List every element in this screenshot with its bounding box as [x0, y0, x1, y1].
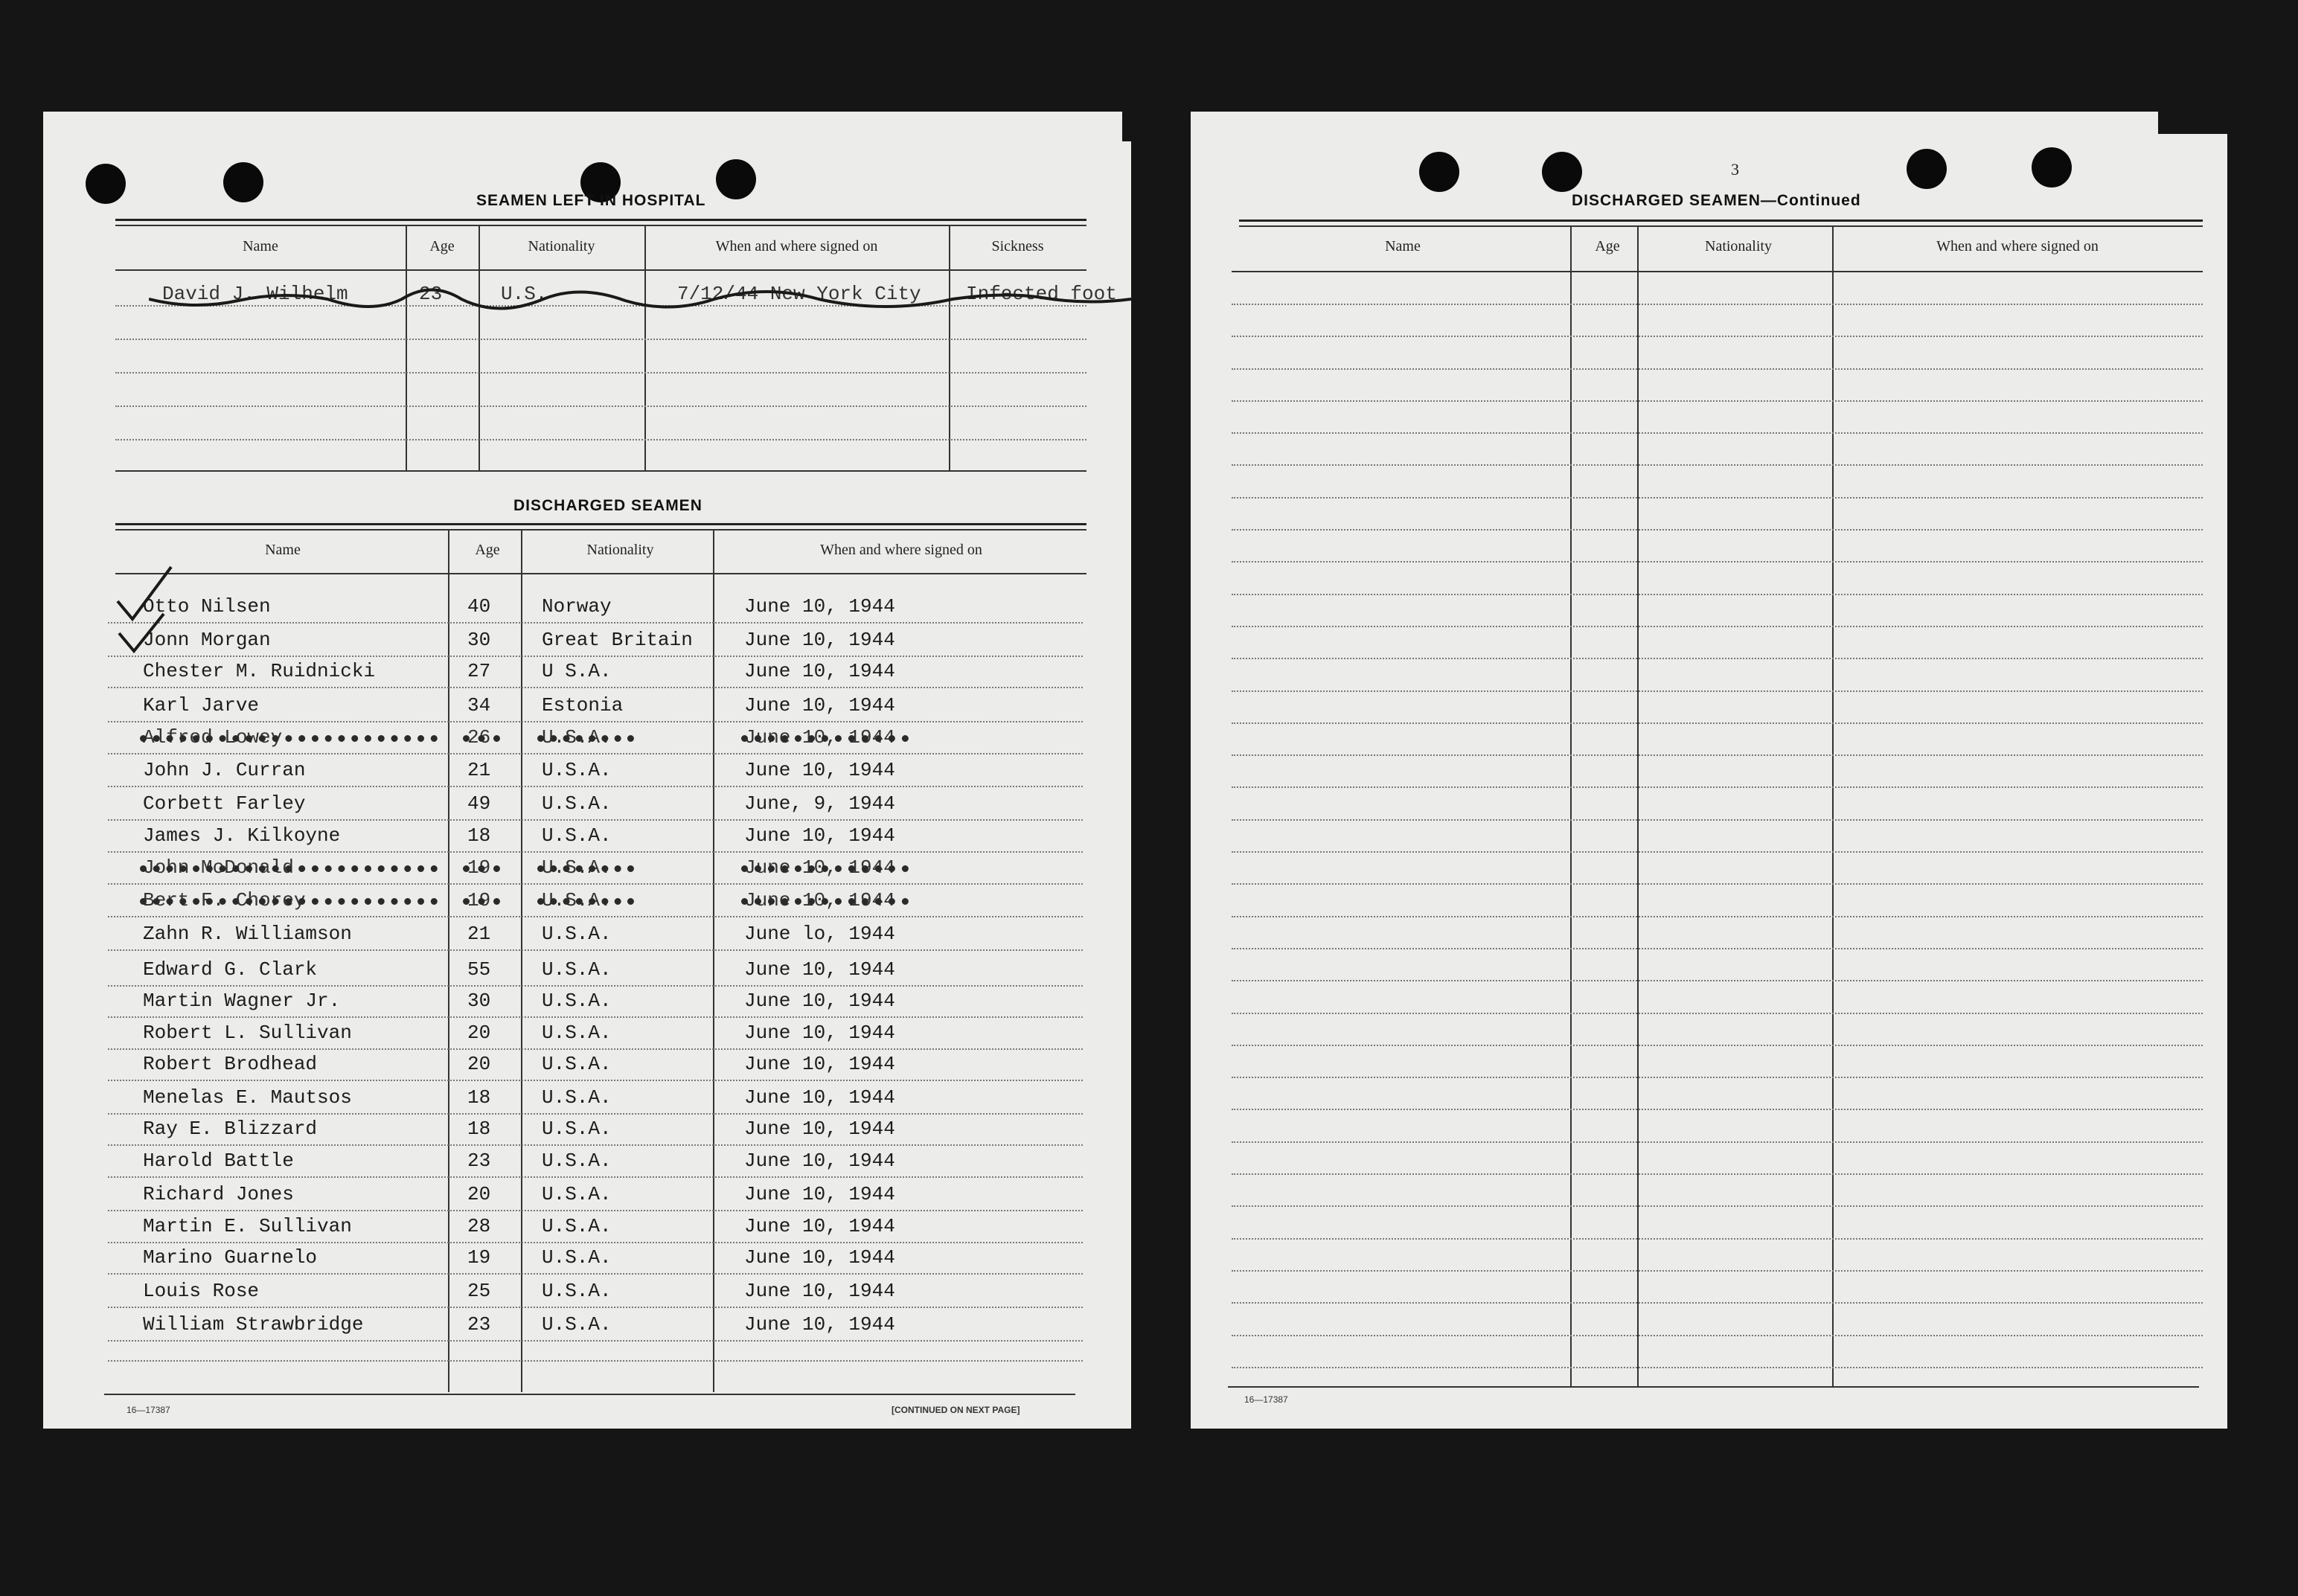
discharged-age-cell: 21	[467, 759, 491, 781]
discharged-nationality-cell: U.S.A.	[542, 1215, 612, 1237]
discharged-row-line	[108, 1113, 1083, 1115]
discharged-bottom-rule	[104, 1394, 1075, 1395]
continued-row-line	[1232, 916, 2203, 917]
right-page	[1191, 112, 2227, 1429]
page-notch-right	[2158, 112, 2231, 134]
hospital-nationality-cell: U.S.	[501, 283, 548, 305]
hospital-column-header: Nationality	[528, 238, 595, 254]
punch-hole	[1542, 152, 1582, 192]
page-notch-left	[1122, 112, 1191, 141]
left-form-code: 16—17387	[127, 1405, 170, 1415]
discharged-column-divider	[713, 529, 714, 1392]
discharged-age-cell: 21	[467, 923, 491, 945]
discharged-nationality-cell: U.S.A.	[542, 1313, 612, 1336]
discharged-section-title: DISCHARGED SEAMEN	[513, 497, 702, 514]
continued-row-line	[1232, 658, 2203, 659]
hospital-name-cell: David J. Wilhelm	[162, 283, 348, 305]
discharged-nationality-cell: Estonia	[542, 694, 624, 717]
discharged-column-divider	[448, 529, 449, 1392]
continued-note: [CONTINUED ON NEXT PAGE]	[892, 1405, 1020, 1415]
discharged-age-cell: 18	[467, 1086, 491, 1109]
hospital-header-rule	[115, 269, 1086, 271]
discharged-signed-on-cell: June 10, 1944	[744, 1215, 895, 1237]
continued-row-line	[1232, 980, 2203, 981]
discharged-signed-on-cell: June lo, 1944	[744, 923, 895, 945]
discharged-name-cell: Menelas E. Mautsos	[143, 1086, 352, 1109]
continued-row-line	[1232, 464, 2203, 466]
discharged-row-line	[108, 985, 1083, 987]
discharged-name-cell: Ray E. Blizzard	[143, 1118, 318, 1140]
discharged-age-cell: 55	[467, 958, 491, 981]
strike-out-mark	[537, 865, 634, 872]
discharged-name-cell: Otto Nilsen	[143, 595, 271, 618]
discharged-age-cell: 18	[467, 824, 491, 847]
discharged-age-cell: 18	[467, 1118, 491, 1140]
discharged-signed-on-cell: June 10, 1944	[744, 958, 895, 981]
discharged-signed-on-cell: June 10, 1944	[744, 694, 895, 717]
continued-row-line	[1232, 948, 2203, 949]
strike-out-mark	[140, 898, 438, 905]
discharged-name-cell: Edward G. Clark	[143, 958, 318, 981]
continued-section-title: DISCHARGED SEAMEN—Continued	[1572, 192, 1861, 209]
discharged-age-cell: 19	[467, 889, 491, 911]
discharged-row-line	[108, 916, 1083, 917]
hospital-row-line	[115, 439, 1086, 440]
discharged-name-cell: Chester M. Ruidnicki	[143, 660, 376, 682]
hospital-age-cell: 23	[419, 283, 443, 305]
hospital-column-divider	[644, 225, 646, 470]
discharged-name-cell: Bert F. Chorey	[143, 889, 306, 911]
discharged-age-cell: 20	[467, 1183, 491, 1205]
hospital-bottom-rule	[115, 470, 1086, 472]
continued-row-line	[1232, 432, 2203, 434]
discharged-signed-on-cell: June 10, 1944	[744, 1183, 895, 1205]
discharged-signed-on-cell: June 10, 1944	[744, 889, 895, 911]
discharged-nationality-cell: U.S.A.	[542, 1118, 612, 1140]
discharged-row-line	[108, 753, 1083, 754]
discharged-name-cell: Alfred Lowey	[143, 726, 283, 749]
continued-column-header: Age	[1595, 238, 1620, 254]
strike-out-mark	[463, 735, 500, 742]
continued-row-line	[1232, 336, 2203, 337]
discharged-nationality-cell: U.S.A.	[542, 1280, 612, 1302]
continued-row-line	[1232, 1238, 2203, 1240]
discharged-signed-on-cell: June 10, 1944	[744, 1022, 895, 1044]
discharged-nationality-cell: U.S.A.	[542, 923, 612, 945]
discharged-age-cell: 49	[467, 792, 491, 815]
discharged-row-line	[108, 851, 1083, 853]
discharged-nationality-cell: U.S.A.	[542, 1183, 612, 1205]
continued-header-rule	[1232, 271, 2203, 272]
discharged-column-header: Nationality	[586, 542, 654, 558]
discharged-signed-on-cell: June 10, 1944	[744, 1053, 895, 1075]
continued-row-line	[1232, 1302, 2203, 1304]
discharged-row-line	[108, 656, 1083, 657]
discharged-row-line	[108, 721, 1083, 722]
discharged-top-rule-2	[115, 529, 1086, 531]
discharged-column-header: When and where signed on	[820, 542, 982, 558]
discharged-signed-on-cell: June 10, 1944	[744, 726, 895, 749]
discharged-age-cell: 27	[467, 660, 491, 682]
discharged-row-line	[108, 1210, 1083, 1211]
discharged-name-cell: Martin E. Sullivan	[143, 1215, 352, 1237]
discharged-row-line	[108, 1340, 1083, 1342]
hospital-section-title: SEAMEN LEFT IN HOSPITAL	[476, 192, 706, 209]
discharged-age-cell: 23	[467, 1313, 491, 1336]
hospital-column-header: Name	[243, 238, 278, 254]
discharged-row-line	[108, 1176, 1083, 1178]
discharged-nationality-cell: U.S.A.	[542, 1246, 612, 1269]
hospital-column-header: When and where signed on	[715, 238, 878, 254]
strike-out-mark	[140, 865, 438, 872]
continued-top-rule-2	[1239, 225, 2203, 227]
discharged-age-cell: 40	[467, 595, 491, 618]
punch-hole	[1907, 149, 1947, 189]
discharged-age-cell: 20	[467, 1053, 491, 1075]
discharged-row-line	[108, 1360, 1083, 1362]
continued-row-line	[1232, 722, 2203, 724]
discharged-age-cell: 30	[467, 629, 491, 651]
hospital-column-header: Sickness	[991, 238, 1044, 254]
continued-row-line	[1232, 754, 2203, 756]
continued-row-line	[1232, 1141, 2203, 1143]
continued-row-line	[1232, 1205, 2203, 1207]
continued-row-line	[1232, 529, 2203, 531]
strike-out-mark	[140, 735, 438, 742]
discharged-age-cell: 26	[467, 726, 491, 749]
discharged-name-cell: Marino Guarnelo	[143, 1246, 318, 1269]
discharged-signed-on-cell: June 10, 1944	[744, 1280, 895, 1302]
discharged-signed-on-cell: June 10, 1944	[744, 1246, 895, 1269]
strike-through-wavy-line	[149, 277, 1131, 321]
discharged-row-line	[108, 1144, 1083, 1146]
discharged-name-cell: Robert Brodhead	[143, 1053, 318, 1075]
strike-out-mark	[463, 898, 500, 905]
discharged-column-header: Age	[475, 542, 500, 558]
hospital-column-header: Age	[429, 238, 455, 254]
discharged-name-cell: William Strawbridge	[143, 1313, 364, 1336]
continued-row-line	[1232, 1335, 2203, 1336]
discharged-signed-on-cell: June 10, 1944	[744, 1150, 895, 1172]
hospital-sickness-cell: Infected foot	[966, 283, 1117, 305]
continued-row-line	[1232, 786, 2203, 788]
discharged-name-cell: Karl Jarve	[143, 694, 260, 717]
discharged-row-line	[108, 1307, 1083, 1308]
hospital-signed-on-cell: 7/12/44 New York City	[677, 283, 921, 305]
discharged-row-line	[108, 786, 1083, 787]
continued-row-line	[1232, 368, 2203, 370]
discharged-age-cell: 30	[467, 990, 491, 1012]
continued-row-line	[1232, 497, 2203, 499]
discharged-nationality-cell: U.S.A.	[542, 792, 612, 815]
discharged-nationality-cell: Norway	[542, 595, 612, 618]
discharged-nationality-cell: U.S.A.	[542, 990, 612, 1012]
discharged-signed-on-cell: June 10, 1944	[744, 629, 895, 651]
hospital-row-line	[115, 339, 1086, 340]
continued-row-line	[1232, 561, 2203, 563]
discharged-row-line	[108, 1016, 1083, 1018]
discharged-nationality-cell: U.S.A.	[542, 1150, 612, 1172]
page-number: 3	[1731, 160, 1739, 179]
strike-out-mark	[741, 735, 909, 742]
hospital-column-divider	[406, 225, 407, 470]
discharged-nationality-cell: U.S.A.	[542, 726, 612, 749]
discharged-nationality-cell: U.S.A.	[542, 759, 612, 781]
continued-row-line	[1232, 626, 2203, 627]
discharged-row-line	[108, 687, 1083, 688]
discharged-name-cell: Richard Jones	[143, 1183, 294, 1205]
discharged-signed-on-cell: June 10, 1944	[744, 660, 895, 682]
discharged-name-cell: James J. Kilkoyne	[143, 824, 341, 847]
continued-row-line	[1232, 400, 2203, 402]
discharged-nationality-cell: U.S.A.	[542, 1053, 612, 1075]
discharged-nationality-cell: U.S.A.	[542, 824, 612, 847]
discharged-row-line	[108, 883, 1083, 885]
continued-column-header: When and where signed on	[1936, 238, 2099, 254]
continued-row-line	[1232, 1367, 2203, 1368]
strike-out-mark	[741, 865, 909, 872]
continued-column-header: Name	[1385, 238, 1421, 254]
punch-hole	[2032, 147, 2072, 188]
continued-column-header: Nationality	[1705, 238, 1772, 254]
discharged-row-line	[108, 1273, 1083, 1275]
discharged-header-rule	[115, 573, 1086, 574]
discharged-age-cell: 34	[467, 694, 491, 717]
discharged-column-divider	[521, 529, 522, 1392]
discharged-name-cell: Louis Rose	[143, 1280, 260, 1302]
discharged-signed-on-cell: June 10, 1944	[744, 990, 895, 1012]
strike-out-mark	[463, 865, 500, 872]
discharged-age-cell: 23	[467, 1150, 491, 1172]
discharged-age-cell: 19	[467, 856, 491, 879]
continued-row-line	[1232, 690, 2203, 692]
discharged-nationality-cell: U.S.A.	[542, 889, 612, 911]
discharged-nationality-cell: Great Britain	[542, 629, 693, 651]
discharged-row-line	[108, 622, 1083, 624]
continued-row-line	[1232, 1109, 2203, 1110]
discharged-signed-on-cell: June 10, 1944	[744, 595, 895, 618]
discharged-signed-on-cell: June 10, 1944	[744, 1086, 895, 1109]
discharged-row-line	[108, 819, 1083, 821]
hospital-top-rule	[115, 219, 1086, 221]
discharged-signed-on-cell: June 10, 1944	[744, 1118, 895, 1140]
continued-row-line	[1232, 304, 2203, 305]
discharged-top-rule	[115, 523, 1086, 525]
hospital-column-divider	[479, 225, 480, 470]
discharged-nationality-cell: U.S.A.	[542, 1022, 612, 1044]
discharged-name-cell: Robert L. Sullivan	[143, 1022, 352, 1044]
strike-out-mark	[537, 898, 634, 905]
hospital-top-rule-2	[115, 225, 1086, 226]
discharged-name-cell: John McDonald	[143, 856, 294, 879]
discharged-name-cell: Jonn Morgan	[143, 629, 271, 651]
discharged-name-cell: Zahn R. Williamson	[143, 923, 352, 945]
continued-row-line	[1232, 1013, 2203, 1014]
discharged-age-cell: 25	[467, 1280, 491, 1302]
discharged-name-cell: John J. Curran	[143, 759, 306, 781]
discharged-nationality-cell: U.S.A.	[542, 1086, 612, 1109]
hospital-row-line	[115, 372, 1086, 374]
discharged-age-cell: 20	[467, 1022, 491, 1044]
continued-top-rule	[1239, 219, 2203, 222]
strike-out-mark	[537, 735, 634, 742]
continued-bottom-rule	[1228, 1386, 2199, 1388]
hospital-row-line	[115, 406, 1086, 407]
discharged-row-line	[108, 1048, 1083, 1050]
strike-out-mark	[741, 898, 909, 905]
discharged-column-header: Name	[265, 542, 301, 558]
discharged-age-cell: 28	[467, 1215, 491, 1237]
discharged-age-cell: 19	[467, 1246, 491, 1269]
discharged-signed-on-cell: June 10, 1944	[744, 759, 895, 781]
discharged-row-line	[108, 949, 1083, 951]
discharged-row-line	[108, 1242, 1083, 1243]
continued-row-line	[1232, 851, 2203, 853]
discharged-name-cell: Corbett Farley	[143, 792, 306, 815]
discharged-nationality-cell: U.S.A.	[542, 958, 612, 981]
continued-row-line	[1232, 594, 2203, 595]
discharged-name-cell: Harold Battle	[143, 1150, 294, 1172]
right-form-code: 16—17387	[1244, 1394, 1288, 1405]
discharged-signed-on-cell: June 10, 1944	[744, 856, 895, 879]
discharged-name-cell: Martin Wagner Jr.	[143, 990, 341, 1012]
punch-hole	[86, 164, 126, 204]
continued-row-line	[1232, 1270, 2203, 1272]
punch-hole	[716, 159, 756, 199]
continued-row-line	[1232, 819, 2203, 821]
discharged-row-line	[108, 1080, 1083, 1081]
discharged-signed-on-cell: June 10, 1944	[744, 824, 895, 847]
continued-row-line	[1232, 883, 2203, 885]
hospital-column-divider	[949, 225, 950, 470]
continued-row-line	[1232, 1077, 2203, 1078]
continued-row-line	[1232, 1045, 2203, 1046]
punch-hole	[223, 162, 263, 202]
discharged-nationality-cell: U.S.A.	[542, 856, 612, 879]
check-mark-icon	[112, 599, 179, 658]
continued-row-line	[1232, 1173, 2203, 1175]
punch-hole	[1419, 152, 1459, 192]
discharged-nationality-cell: U S.A.	[542, 660, 612, 682]
discharged-signed-on-cell: June 10, 1944	[744, 1313, 895, 1336]
discharged-signed-on-cell: June, 9, 1944	[744, 792, 895, 815]
